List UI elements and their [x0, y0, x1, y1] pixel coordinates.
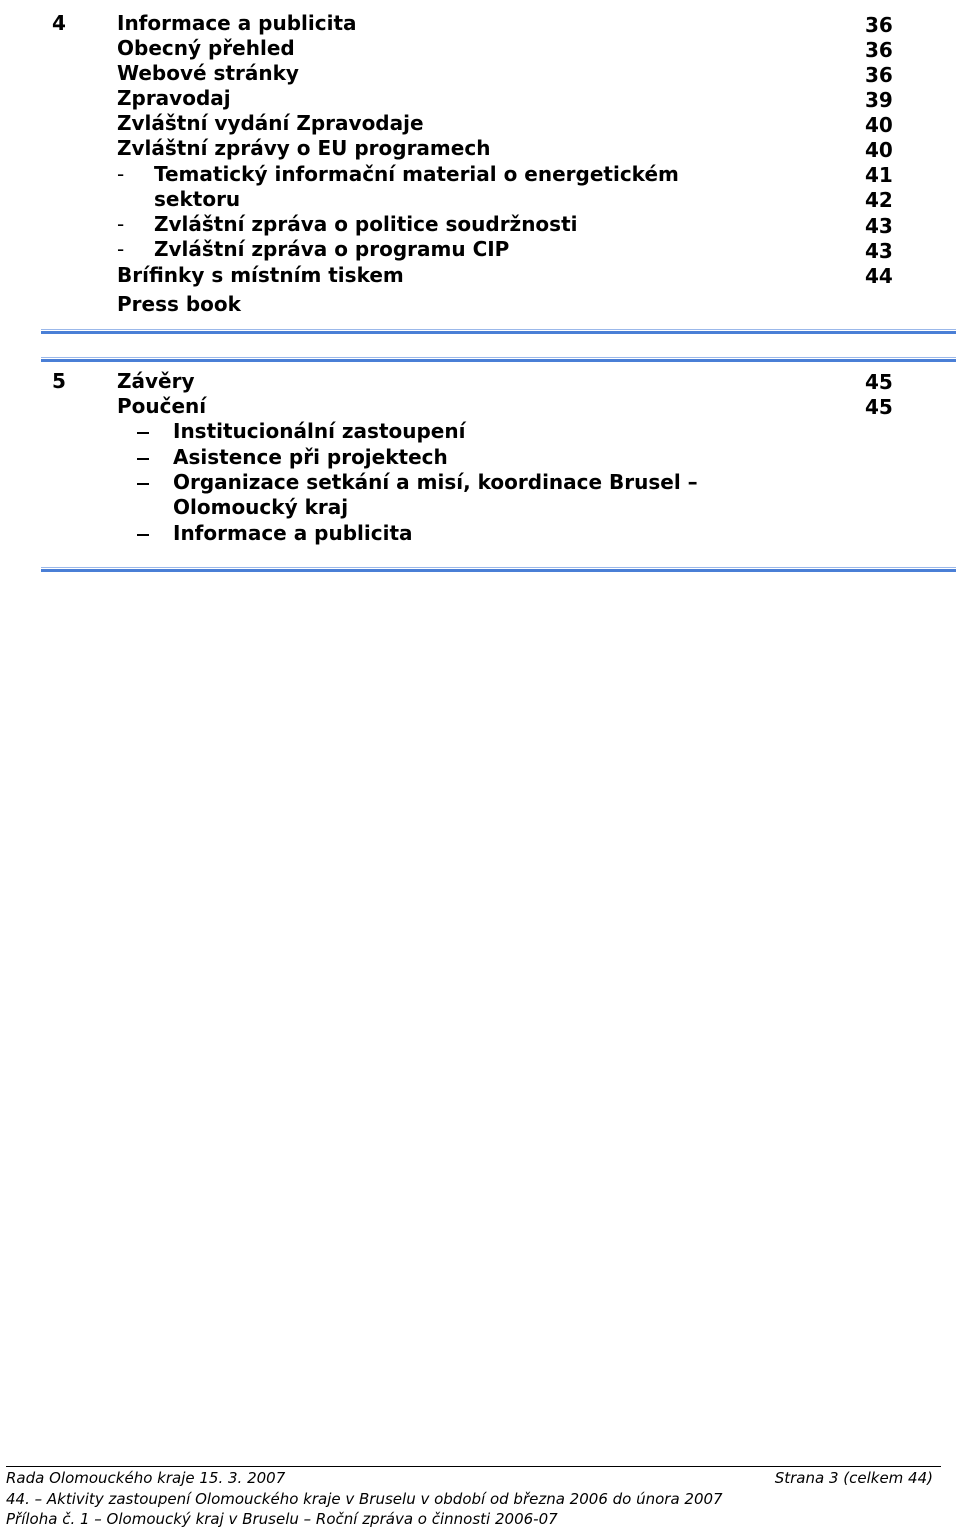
- page-number: 36: [865, 13, 893, 37]
- footer-rule: [6, 1466, 941, 1467]
- page-number: 39: [865, 88, 893, 112]
- hyphen-bullet: -: [117, 162, 125, 186]
- toc-entry[interactable]: Zvláštní vydání Zpravodaje: [117, 111, 424, 135]
- page-number: 43: [865, 239, 893, 263]
- section-separator: [41, 331, 956, 334]
- toc-subentry-continuation[interactable]: Olomoucký kraj: [173, 495, 349, 519]
- footer-document-title: 44. – Aktivity zastoupení Olomouckého kraje v Bruselu v období od března 2006 do února 2007: [6, 1490, 723, 1508]
- footer-annex-title: Příloha č. 1 – Olomoucký kraj v Bruselu – Roční zpráva o činnosti 2006-07: [6, 1510, 558, 1528]
- page-number: 45: [865, 370, 893, 394]
- hyphen-bullet: -: [117, 237, 125, 261]
- section-separator: [41, 569, 956, 572]
- page-number: 41: [865, 163, 893, 187]
- toc-entry[interactable]: Webové stránky: [117, 61, 299, 85]
- page-number: 36: [865, 38, 893, 62]
- page-number: 45: [865, 395, 893, 419]
- toc-entry[interactable]: Brífinky s místním tiskem: [117, 263, 404, 287]
- en-dash-bullet: [137, 432, 149, 434]
- section-separator: [41, 359, 956, 362]
- section-number: 4: [52, 11, 66, 35]
- toc-entry[interactable]: Press book: [117, 292, 241, 316]
- page-number: 36: [865, 63, 893, 87]
- section-title[interactable]: Informace a publicita: [117, 11, 357, 35]
- en-dash-bullet: [137, 458, 149, 460]
- toc-entry[interactable]: Zvláštní zprávy o EU programech: [117, 136, 491, 160]
- page-number: 42: [865, 188, 893, 212]
- toc-entry[interactable]: Poučení: [117, 394, 207, 418]
- en-dash-bullet: [137, 483, 149, 485]
- toc-subentry[interactable]: Informace a publicita: [173, 521, 413, 545]
- page-number: 44: [865, 264, 893, 288]
- toc-subentry[interactable]: Institucionální zastoupení: [173, 419, 466, 443]
- toc-subentry-continuation[interactable]: sektoru: [154, 187, 241, 211]
- footer-page-info: Strana 3 (celkem 44): [774, 1469, 933, 1487]
- section-number: 5: [52, 369, 66, 393]
- page-number: 40: [865, 113, 893, 137]
- footer-council-date: Rada Olomouckého kraje 15. 3. 2007: [6, 1469, 286, 1487]
- page-number: 43: [865, 214, 893, 238]
- toc-subentry[interactable]: Organizace setkání a misí, koordinace Brusel –: [173, 470, 698, 494]
- toc-subentry[interactable]: Zvláštní zpráva o politice soudržnosti: [154, 212, 578, 236]
- toc-subentry[interactable]: Tematický informační material o energetickém: [154, 162, 679, 186]
- page-number: 40: [865, 138, 893, 162]
- toc-entry[interactable]: Obecný přehled: [117, 36, 295, 60]
- toc-entry[interactable]: Zpravodaj: [117, 86, 231, 110]
- toc-subentry[interactable]: Zvláštní zpráva o programu CIP: [154, 237, 510, 261]
- en-dash-bullet: [137, 534, 149, 536]
- hyphen-bullet: -: [117, 212, 125, 236]
- toc-subentry[interactable]: Asistence při projektech: [173, 445, 448, 469]
- section-title[interactable]: Závěry: [117, 369, 195, 393]
